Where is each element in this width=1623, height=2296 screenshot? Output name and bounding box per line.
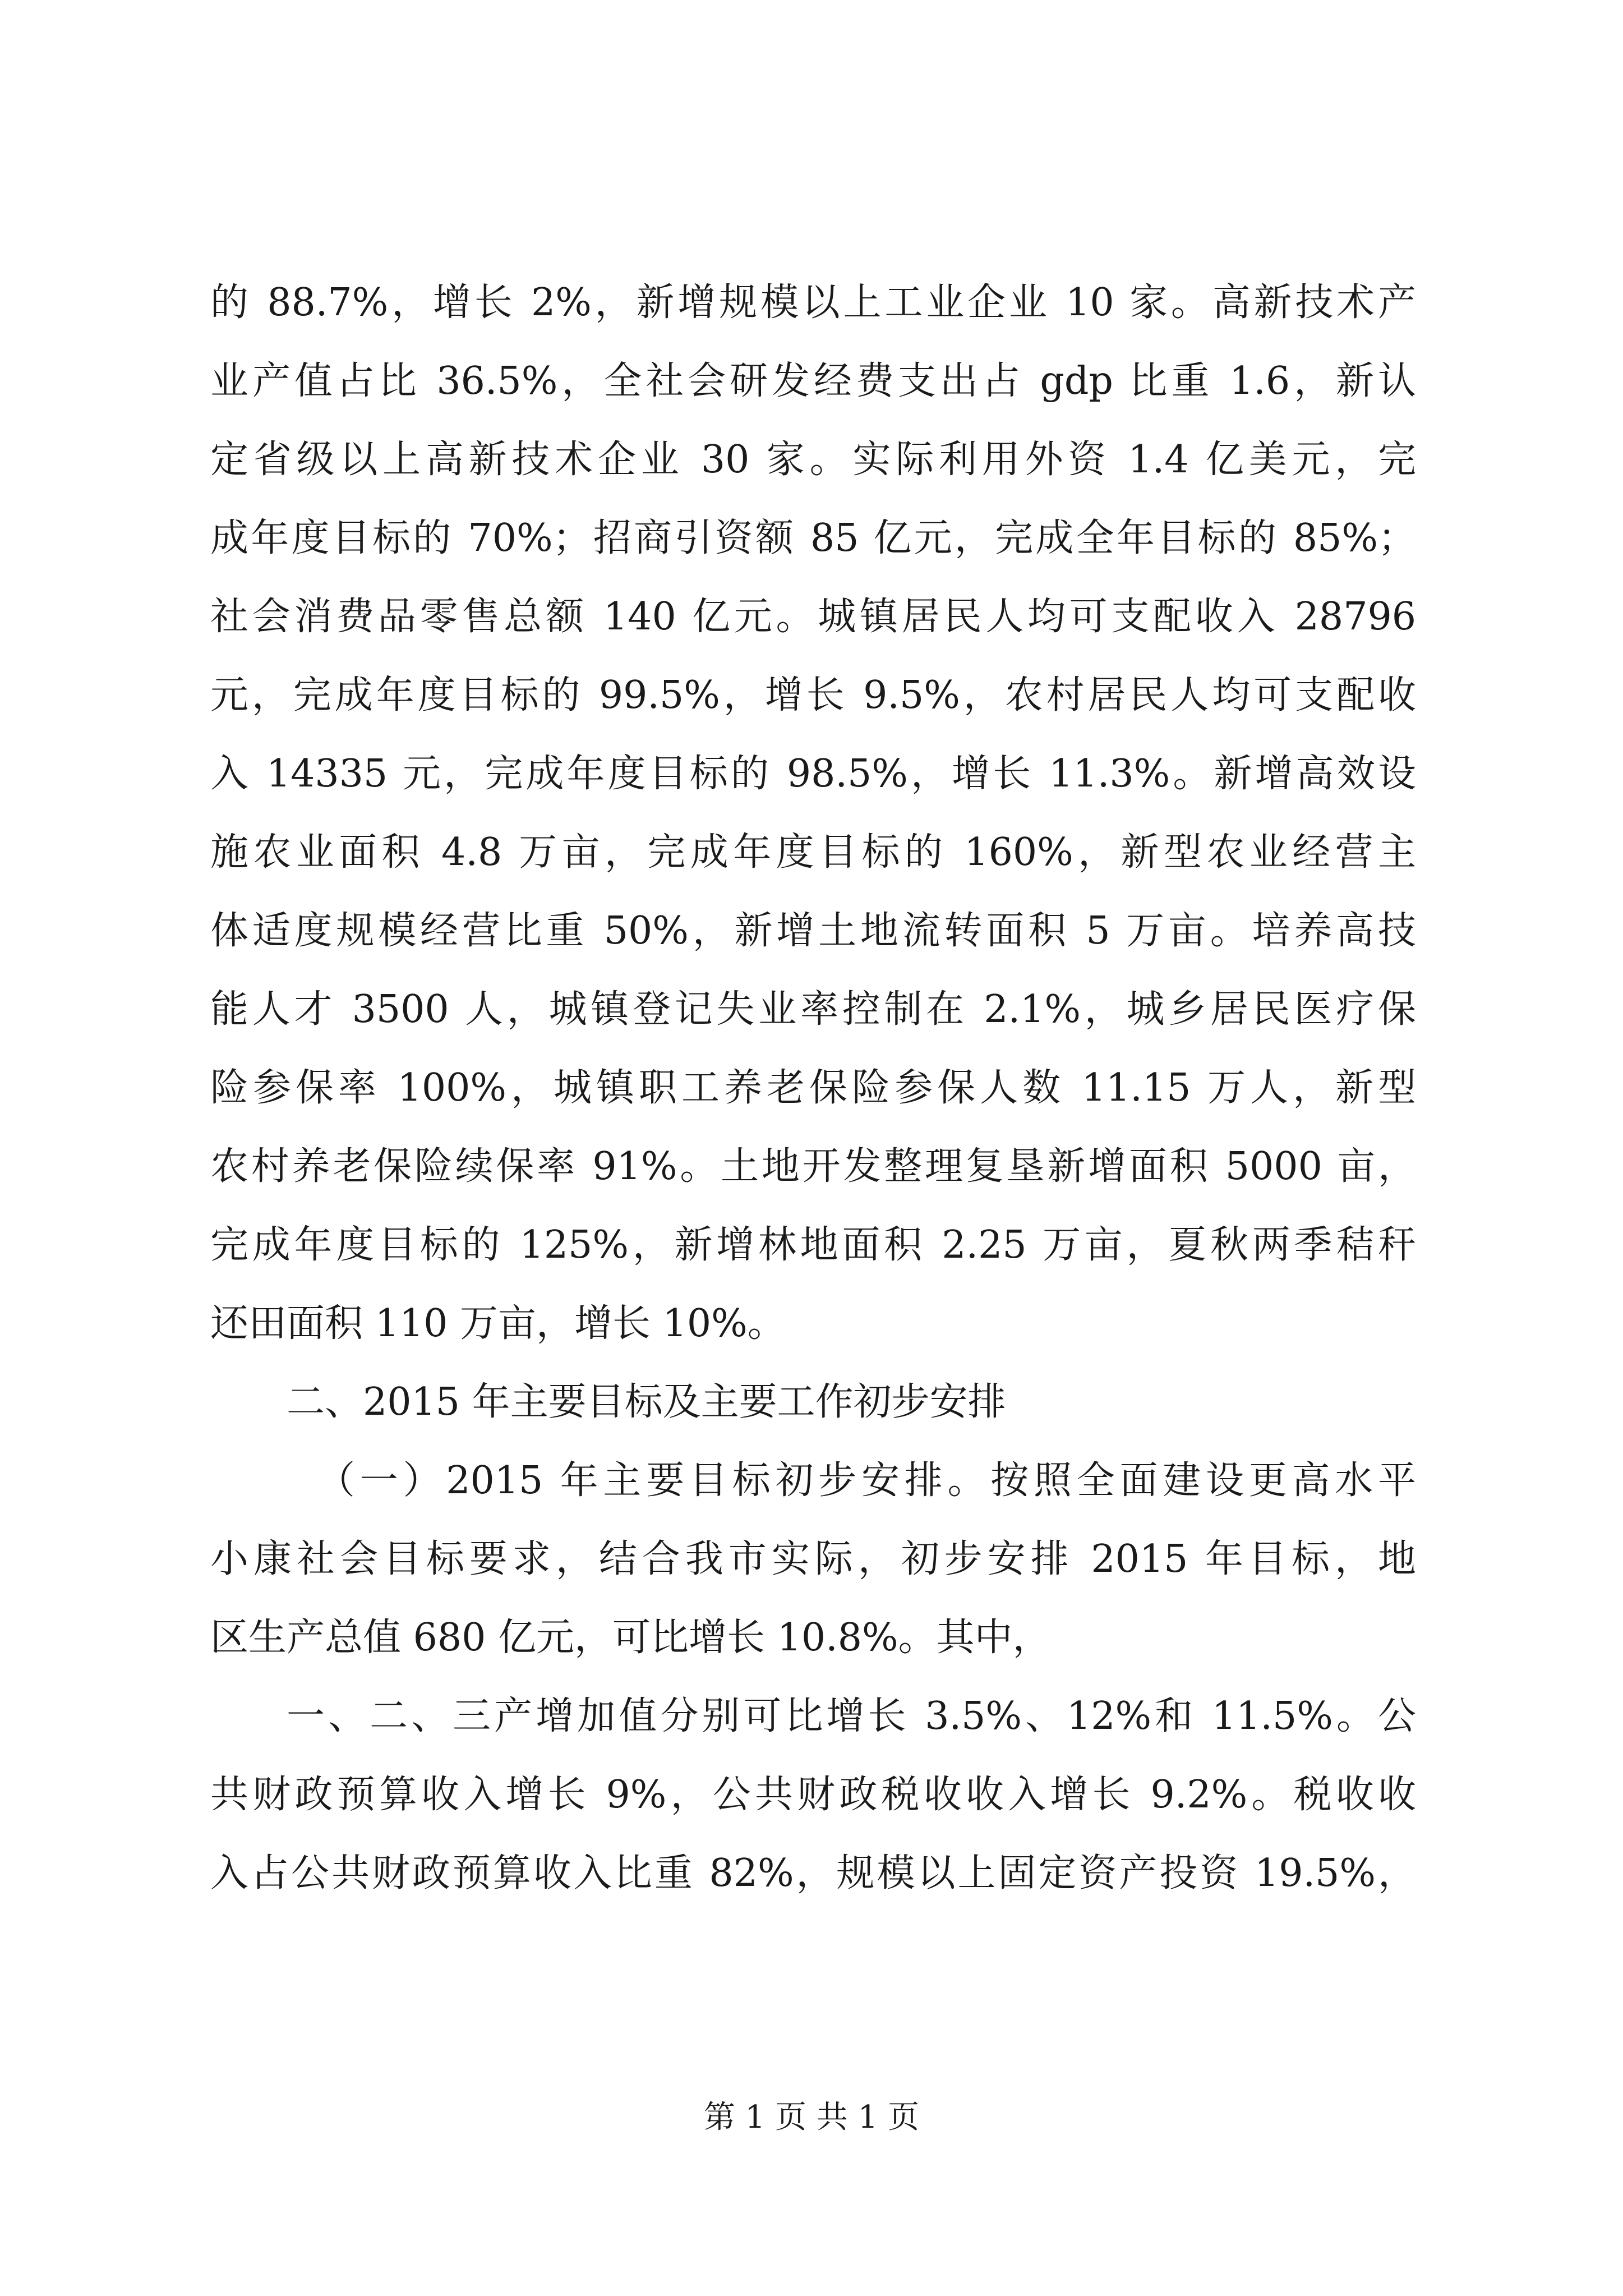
- section-heading: 二、2015 年主要目标及主要工作初步安排: [287, 1380, 1006, 1424]
- text-line: 体适度规模经营比重 50%，新增土地流转面积 5 万亩。培养高技: [210, 909, 1416, 953]
- paragraph-3: [210, 1677, 1416, 1913]
- paragraph-2: [210, 1442, 1416, 1677]
- text-line: 业产值占比 36.5%，全社会研发经费支出占 gdp 比重 1.6，新认: [210, 359, 1416, 403]
- document-body: [210, 264, 1416, 1913]
- page-footer: [0, 2095, 1623, 2140]
- text-line: 还田面积 110 万亩，增长 10%。: [210, 1301, 786, 1346]
- text-line: 社会消费品零售总额 140 亿元。城镇居民人均可支配收入 28796: [210, 595, 1416, 639]
- text-line: 入占公共财政预算收入比重 82%，规模以上固定资产投资 19.5%，: [210, 1851, 1416, 1895]
- text-line: 元，完成年度目标的 99.5%，增长 9.5%，农村居民人均可支配收: [210, 673, 1416, 717]
- text-line: 定省级以上高新技术企业 30 家。实际利用外资 1.4 亿美元，完: [210, 438, 1416, 482]
- text-line: 入 14335 元，完成年度目标的 98.5%，增长 11.3%。新增高效设: [210, 752, 1416, 796]
- paragraph-1: [210, 264, 1416, 1363]
- text-line: 能人才 3500 人，城镇登记失业率控制在 2.1%，城乡居民医疗保: [210, 987, 1416, 1032]
- text-line: 一、二、三产增加值分别可比增长 3.5%、12%和 11.5%。公: [287, 1694, 1416, 1738]
- text-line: 区生产总值 680 亿元，可比增长 10.8%。其中，: [210, 1616, 1051, 1660]
- text-line: 共财政预算收入增长 9%，公共财政税收收入增长 9.2%。税收收: [210, 1773, 1416, 1817]
- text-line: 小康社会目标要求，结合我市实际，初步安排 2015 年目标，地: [210, 1537, 1416, 1581]
- text-line: 的 88.7%，增长 2%，新增规模以上工业企业 10 家。高新技术产: [210, 280, 1416, 325]
- text-line: 险参保率 100%，城镇职工养老保险参保人数 11.15 万人，新型: [210, 1066, 1416, 1110]
- text-line: （一）2015 年主要目标初步安排。按照全面建设更高水平: [317, 1458, 1416, 1503]
- text-line: 农村养老保险续保率 91%。土地开发整理复垦新增面积 5000 亩，: [210, 1144, 1416, 1189]
- page-indicator: 第 1 页 共 1 页: [703, 2099, 920, 2136]
- text-line: 完成年度目标的 125%，新增林地面积 2.25 万亩，夏秋两季秸秆: [210, 1223, 1416, 1267]
- text-line: 成年度目标的 70%；招商引资额 85 亿元，完成全年目标的 85%；: [210, 516, 1416, 560]
- text-line: 施农业面积 4.8 万亩，完成年度目标的 160%，新型农业经营主: [210, 830, 1416, 875]
